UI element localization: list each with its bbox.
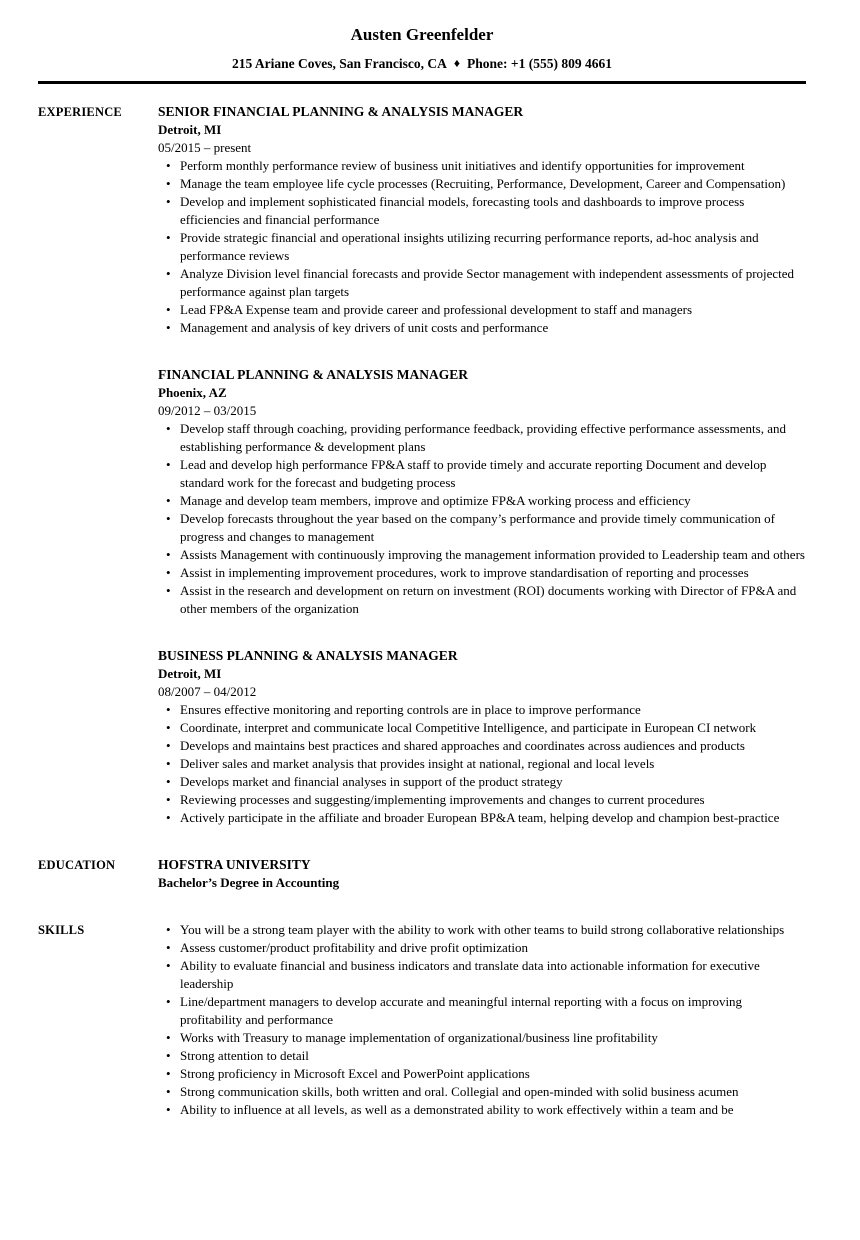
bullet-list <box>158 420 806 618</box>
header-rule <box>38 81 806 84</box>
bullet-item: • Deliver sales and market analysis that provides insight at national, regional and local levels <box>158 755 806 773</box>
job-location: Detroit, MI <box>158 666 222 681</box>
bullet-item: • Ability to influence at all levels, as well as a demonstrated ability to work effectively within a team and be <box>158 1101 806 1119</box>
bullet-item: • Provide strategic financial and operational insights utilizing recurring performance reports, ad-hoc analysis and performance reviews <box>158 229 806 265</box>
bullet-item: • Analyze Division level financial forecasts and provide Sector management with independent assessments of projected performance against plan targets <box>158 265 806 301</box>
school-name: HOFSTRA UNIVERSITY <box>158 857 311 872</box>
bullet-item: • Assist in implementing improvement procedures, work to improve standardisation of reporting and processes <box>158 564 806 582</box>
bullet-item: • Develops and maintains best practices and shared approaches and coordinates across audiences and products <box>158 737 806 755</box>
bullet-item: • Strong proficiency in Microsoft Excel and PowerPoint applications <box>158 1065 806 1083</box>
bullet-item: • Assess customer/product profitability and drive profit optimization <box>158 939 806 957</box>
section-skills <box>38 921 806 1119</box>
bullet-item: • Coordinate, interpret and communicate local Competitive Intelligence, and participate in European CI network <box>158 719 806 737</box>
bullet-item: • Develops market and financial analyses in support of the product strategy <box>158 773 806 791</box>
bullet-item: • Develop forecasts throughout the year based on the company’s performance and provide timely communication of progress and changes to management <box>158 510 806 546</box>
job-location: Phoenix, AZ <box>158 385 227 400</box>
bullet-item: • Works with Treasury to manage implementation of organizational/business line profitability <box>158 1029 806 1047</box>
job-block <box>158 366 806 618</box>
bullet-item: • Strong attention to detail <box>158 1047 806 1065</box>
bullet-list <box>158 157 806 337</box>
job-title: FINANCIAL PLANNING & ANALYSIS MANAGER <box>158 367 469 382</box>
job-location: Detroit, MI <box>158 122 222 137</box>
section-label-skills: SKILLS <box>38 923 85 937</box>
job-dates: 05/2015 – present <box>158 140 252 155</box>
bullet-item: • Assists Management with continuously improving the management information provided to Leadership team and others <box>158 546 806 564</box>
bullet-item: • Lead and develop high performance FP&A staff to provide timely and accurate reporting Document and develop standard work for the forecast and budgeting process <box>158 456 806 492</box>
job-block <box>158 647 806 827</box>
bullet-item: • Lead FP&A Expense team and provide career and professional development to staff and managers <box>158 301 806 319</box>
skills-list <box>158 921 806 1119</box>
bullet-item: • Management and analysis of key drivers of unit costs and performance <box>158 319 806 337</box>
resume-body <box>38 103 806 1119</box>
job-dates: 08/2007 – 04/2012 <box>158 684 257 699</box>
bullet-item: • Develop and implement sophisticated financial models, forecasting tools and dashboards to improve process efficiencies and financial performance <box>158 193 806 229</box>
phone-text: Phone: +1 (555) 809 4661 <box>467 56 612 71</box>
contact-line <box>38 55 806 73</box>
bullet-item: • Reviewing processes and suggesting/implementing improvements and changes to current procedures <box>158 791 806 809</box>
resume-header <box>38 24 806 84</box>
bullet-item: • Manage and develop team members, improve and optimize FP&A working process and efficiency <box>158 492 806 510</box>
candidate-name: Austen Greenfelder <box>350 25 494 44</box>
bullet-item: • Strong communication skills, both written and oral. Collegial and open-minded with solid business acumen <box>158 1083 806 1101</box>
bullet-item: • Develop staff through coaching, providing performance feedback, providing effective performance assessments, and establishing performance & development plans <box>158 420 806 456</box>
section-label-education: EDUCATION <box>38 858 116 872</box>
job-title: SENIOR FINANCIAL PLANNING & ANALYSIS MANAGER <box>158 104 524 119</box>
bullet-item: • Ability to evaluate financial and business indicators and translate data into actionable information for executive leadership <box>158 957 806 993</box>
diamond-icon: ♦ <box>453 56 461 70</box>
bullet-item: • Ensures effective monitoring and reporting controls are in place to improve performance <box>158 701 806 719</box>
bullet-item: • Line/department managers to develop accurate and meaningful internal reporting with a focus on improving profitability and performance <box>158 993 806 1029</box>
job-title: BUSINESS PLANNING & ANALYSIS MANAGER <box>158 648 458 663</box>
section-label-experience: EXPERIENCE <box>38 105 122 119</box>
job-dates: 09/2012 – 03/2015 <box>158 403 257 418</box>
degree-name: Bachelor’s Degree in Accounting <box>158 875 340 890</box>
bullet-item: • Perform monthly performance review of business unit initiatives and identify opportunities for improvement <box>158 157 806 175</box>
bullet-item: • Assist in the research and development on return on investment (ROI) documents working with Director of FP&A and other members of the organization <box>158 582 806 618</box>
job-block <box>158 103 806 337</box>
bullet-item: • Actively participate in the affiliate and broader European BP&A team, helping develop and champion best-practice <box>158 809 806 827</box>
bullet-list <box>158 701 806 827</box>
address-text: 215 Ariane Coves, San Francisco, CA <box>232 56 447 71</box>
section-education <box>38 856 806 892</box>
bullet-item: • Manage the team employee life cycle processes (Recruiting, Performance, Development, Career and Compensation) <box>158 175 806 193</box>
bullet-item: • You will be a strong team player with the ability to work with other teams to build strong collaborative relationships <box>158 921 806 939</box>
section-experience <box>38 103 806 827</box>
